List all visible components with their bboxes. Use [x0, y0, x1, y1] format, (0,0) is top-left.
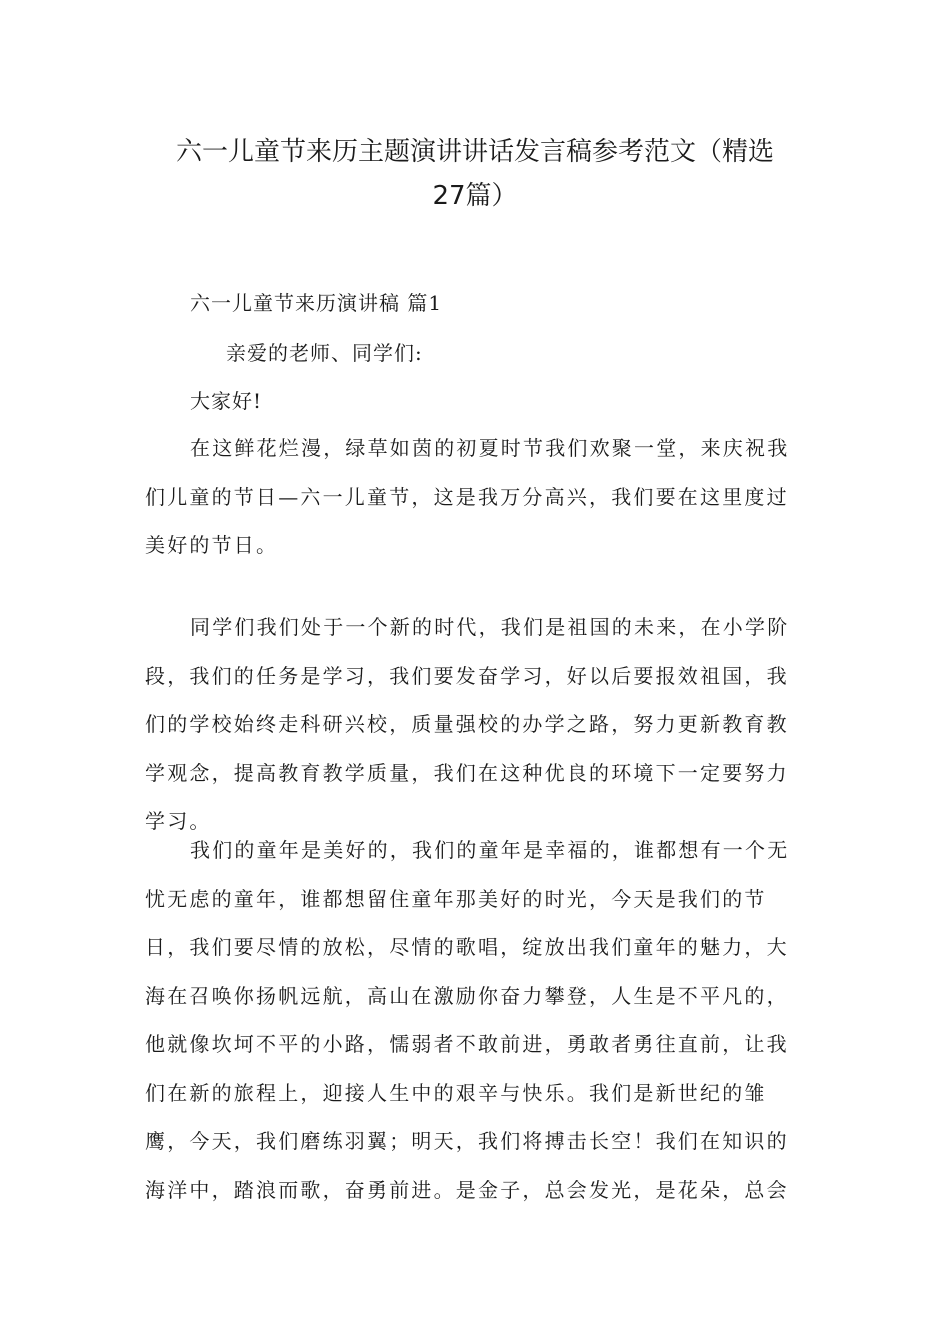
paragraph-3	[145, 826, 810, 1214]
paragraph-line: 鹰，今天，我们磨练羽翼；明天，我们将搏击长空！我们在知识的	[145, 1129, 789, 1153]
paragraph-line: 们在新的旅程上，迎接人生中的艰辛与快乐。我们是新世纪的雏	[145, 1080, 767, 1105]
paragraph-line: 学习。	[145, 809, 212, 833]
paragraph-line: 海洋中，踏浪而歌，奋勇前进。是金子，总会发光，是花朵，总会	[145, 1177, 789, 1202]
hello-line: 大家好!	[190, 389, 263, 413]
document-title-line-1: 六一儿童节来历主题演讲讲话发言稿参考范文（精选	[175, 137, 774, 167]
paragraph-line: 海在召唤你扬帆远航，高山在激励你奋力攀登，人生是不平凡的，	[145, 983, 789, 1008]
paragraph-1	[145, 424, 810, 570]
paragraph-line: 他就像坎坷不平的小路，懦弱者不敢前进，勇敢者勇往直前，让我	[145, 1032, 789, 1056]
paragraph-line: 们儿童的节日—六一儿童节，这是我万分高兴，我们要在这里度过	[145, 484, 789, 509]
paragraph-line: 学观念，提高教育教学质量，我们在这种优良的环境下一定要努力	[145, 760, 789, 785]
paragraph-line: 我们的童年是美好的，我们的童年是幸福的，谁都想有一个无	[190, 838, 790, 862]
paragraph-line: 在这鲜花烂漫，绿草如茵的初夏时节我们欢聚一堂，来庆祝我	[190, 436, 790, 460]
paragraph-2	[145, 603, 810, 846]
paragraph-line: 美好的节日。	[145, 533, 279, 557]
paragraph-line: 们的学校始终走科研兴校，质量强校的办学之路，努力更新教育教	[145, 712, 789, 736]
paragraph-line: 忧无虑的童年，谁都想留住童年那美好的时光，今天是我们的节	[145, 886, 767, 911]
section-heading: 六一儿童节来历演讲稿 篇1	[190, 291, 443, 315]
paragraph-line: 同学们我们处于一个新的时代，我们是祖国的未来，在小学阶	[190, 615, 790, 639]
document-title-line-2: 27篇）	[432, 181, 518, 211]
paragraph-line: 日，我们要尽情的放松，尽情的歌唱，绽放出我们童年的魅力，大	[145, 935, 789, 959]
paragraph-line: 段，我们的任务是学习，我们要发奋学习，好以后要报效祖国，我	[145, 663, 789, 688]
greeting-line: 亲爱的老师、同学们:	[226, 341, 423, 365]
